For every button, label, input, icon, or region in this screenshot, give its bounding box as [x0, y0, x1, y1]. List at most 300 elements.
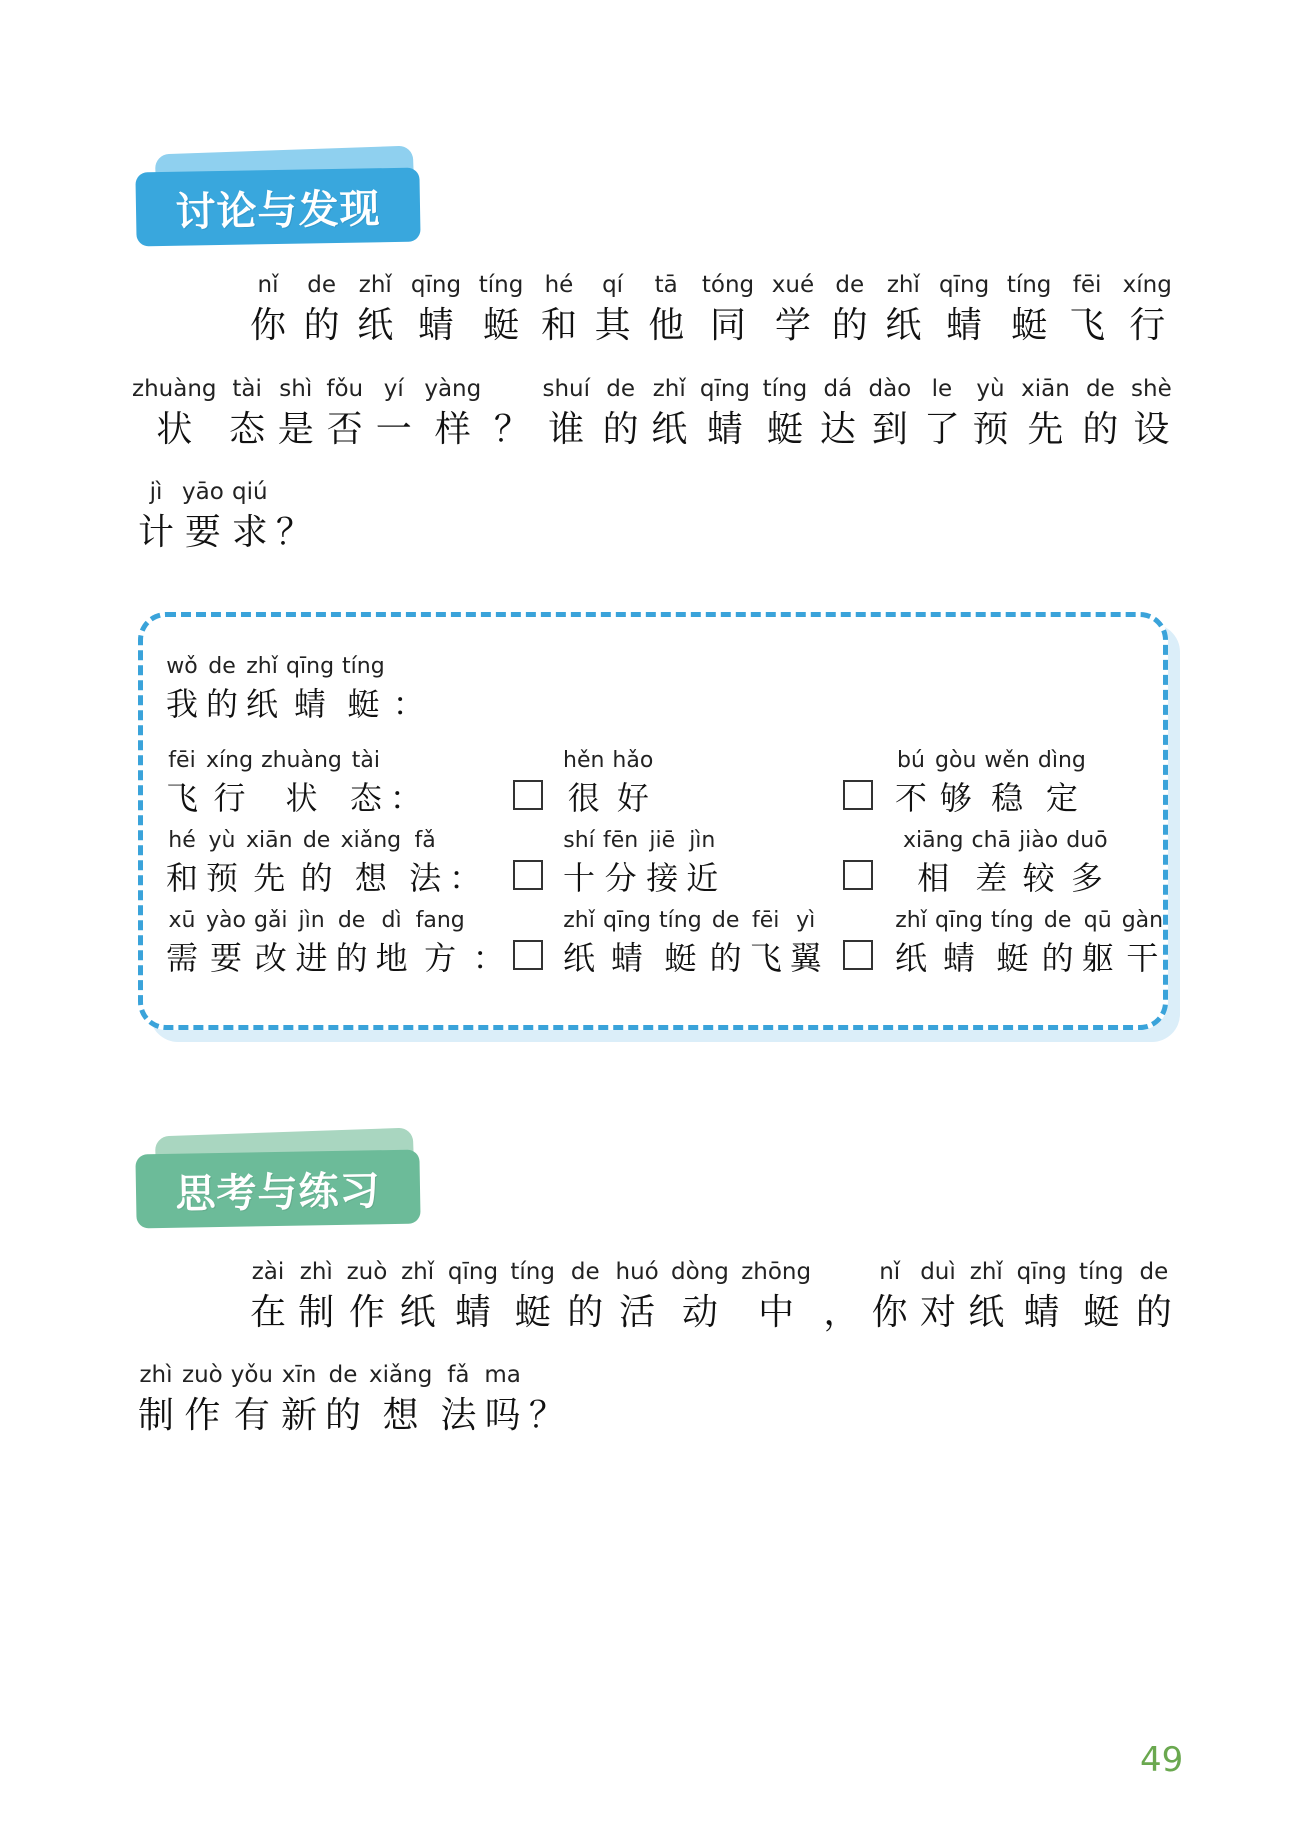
pinyin: zhǐ	[401, 1259, 435, 1285]
hanzi: 定	[1045, 779, 1078, 817]
char-unit	[229, 372, 265, 454]
pinyin: de	[208, 654, 236, 679]
char-unit	[357, 268, 393, 350]
pinyin: tíng	[342, 654, 385, 679]
hanzi: 蜻	[294, 685, 327, 723]
pinyin: dòng	[671, 1259, 729, 1285]
paragraph-line	[250, 268, 1172, 350]
hanzi: 很	[567, 779, 600, 817]
pinyin: de	[606, 376, 635, 402]
char-unit	[1069, 268, 1105, 350]
char-unit	[393, 652, 425, 726]
pinyin: fǒu	[326, 376, 364, 402]
option-very-good	[563, 746, 661, 820]
char-unit	[924, 372, 960, 454]
pinyin: hěn	[563, 748, 605, 773]
hanzi: 设	[1133, 409, 1170, 450]
checkbox-body[interactable]	[843, 940, 873, 970]
char-unit	[529, 1358, 565, 1440]
section-badge-practice	[136, 1130, 426, 1230]
char-unit	[790, 906, 822, 980]
hanzi: 蜓	[996, 939, 1029, 977]
char-unit	[1066, 826, 1107, 900]
char-unit	[276, 475, 312, 557]
checkbox-not-stable[interactable]	[843, 780, 873, 810]
char-unit	[1122, 906, 1163, 980]
char-unit	[369, 1358, 432, 1440]
pinyin: fang	[415, 908, 465, 933]
hanzi: 蜻	[946, 305, 983, 346]
hanzi: 飞	[1069, 305, 1106, 346]
hanzi: 的	[709, 939, 742, 977]
pinyin: shè	[1131, 376, 1172, 402]
pinyin: zhǐ	[895, 908, 927, 933]
pinyin: fēi	[1072, 272, 1102, 298]
char-unit	[301, 826, 333, 900]
paragraph-line	[138, 475, 320, 557]
pinyin: xiǎng	[369, 1362, 433, 1388]
hanzi: 需	[166, 939, 199, 977]
pinyin: xiān	[1021, 376, 1070, 402]
char-unit	[1021, 372, 1070, 454]
pinyin: tóng	[701, 272, 755, 298]
hanzi: 中	[758, 1292, 795, 1333]
hanzi: 要	[209, 939, 242, 977]
hanzi: 稳	[991, 779, 1024, 817]
hanzi: 制	[298, 1292, 335, 1333]
hanzi: 到	[871, 409, 908, 450]
char-unit	[250, 268, 286, 350]
pinyin: qū	[1083, 908, 1112, 933]
char-unit	[473, 906, 505, 980]
char-unit	[612, 746, 653, 820]
hanzi: 纸	[357, 305, 394, 346]
hanzi: 的	[206, 685, 239, 723]
pinyin: jì	[149, 479, 163, 505]
checkbox-very-close[interactable]	[513, 860, 543, 890]
pinyin: shì	[279, 376, 313, 402]
hanzi: 的	[300, 859, 333, 897]
pinyin: dì	[381, 908, 402, 933]
pinyin: zhǐ	[886, 272, 920, 298]
pinyin: tíng	[1079, 1259, 1124, 1285]
pinyin: qīng	[699, 376, 751, 402]
char-unit	[250, 1255, 286, 1337]
hanzi: 我	[166, 685, 199, 723]
char-unit	[342, 652, 385, 726]
checkbox-very-good[interactable]	[513, 780, 543, 810]
paragraph-line	[132, 372, 1172, 454]
hanzi: ：	[449, 859, 482, 897]
hanzi: 学	[774, 305, 811, 346]
hanzi: 相	[917, 859, 950, 897]
pinyin: jìn	[689, 828, 716, 853]
hanzi: 纸	[651, 409, 688, 450]
char-unit	[376, 906, 408, 980]
hanzi: 是	[277, 409, 314, 450]
hanzi: 谁	[548, 409, 585, 450]
char-unit	[304, 268, 340, 350]
pinyin: zuò	[346, 1259, 388, 1285]
hanzi: ，	[823, 1292, 860, 1333]
pinyin: xū	[168, 908, 196, 933]
hanzi: 想	[382, 1395, 419, 1436]
hanzi: 计	[138, 512, 175, 553]
hanzi: 的	[602, 409, 639, 450]
pinyin: jiào	[1019, 828, 1059, 853]
hanzi: 蜓	[347, 685, 380, 723]
hanzi: 十	[563, 859, 596, 897]
pinyin: de	[835, 272, 865, 298]
char-unit	[231, 1358, 273, 1440]
char-unit	[326, 372, 363, 454]
char-unit	[972, 372, 1008, 454]
hanzi: 法	[440, 1395, 477, 1436]
char-unit	[400, 1255, 436, 1337]
hanzi: 态	[349, 779, 382, 817]
pinyin: xīn	[281, 1362, 317, 1388]
char-unit	[390, 746, 422, 820]
char-unit	[206, 746, 253, 820]
char-unit	[411, 268, 461, 350]
hanzi: 蜻	[943, 939, 976, 977]
pinyin: de	[1043, 908, 1072, 933]
char-unit	[659, 906, 702, 980]
hanzi: 干	[1126, 939, 1159, 977]
pinyin: nǐ	[879, 1259, 901, 1285]
paragraph-line	[138, 1358, 573, 1440]
hanzi: 方	[424, 939, 457, 977]
hanzi: 蜻	[454, 1292, 491, 1333]
row-label-needs-improvement	[166, 906, 513, 980]
hanzi: 好	[616, 779, 649, 817]
pinyin: tài	[232, 376, 262, 402]
hanzi: 近	[686, 859, 719, 897]
char-unit	[868, 372, 911, 454]
char-unit	[763, 372, 808, 454]
pinyin: zhì	[139, 1362, 173, 1388]
pinyin: fǎ	[447, 1362, 470, 1388]
hanzi: 同	[709, 305, 746, 346]
pinyin: xiǎng	[340, 828, 402, 853]
hanzi: 翼	[789, 939, 822, 977]
char-unit	[296, 906, 328, 980]
pinyin: qīng	[410, 272, 462, 298]
pinyin: yāo	[182, 479, 224, 505]
pinyin: jìn	[298, 908, 325, 933]
pinyin: yù	[976, 376, 1005, 402]
char-unit	[563, 906, 595, 980]
pinyin: tā	[654, 272, 678, 298]
char-unit	[206, 652, 238, 726]
pinyin: hé	[168, 828, 196, 853]
pinyin: yì	[796, 908, 816, 933]
hanzi: 在	[250, 1292, 287, 1333]
char-unit	[895, 906, 927, 980]
char-unit	[651, 372, 687, 454]
char-unit	[595, 268, 631, 350]
pinyin: qīng	[603, 908, 652, 933]
pinyin: xiān	[246, 828, 293, 853]
pinyin: zhuàng	[261, 748, 342, 773]
hanzi: 蜓	[1083, 1292, 1120, 1333]
char-unit	[484, 1358, 521, 1440]
pinyin: fǎ	[414, 828, 436, 853]
char-unit	[920, 1255, 956, 1337]
char-unit	[166, 906, 198, 980]
pinyin: shuí	[542, 376, 590, 402]
char-unit	[603, 906, 651, 980]
char-unit	[823, 1255, 859, 1337]
pinyin: dào	[868, 376, 912, 402]
hanzi: 活	[619, 1292, 656, 1333]
char-unit	[376, 372, 412, 454]
char-unit	[603, 826, 638, 900]
char-unit	[138, 1358, 174, 1440]
char-unit	[1017, 1255, 1067, 1337]
hanzi: 一	[375, 409, 412, 450]
pinyin: nǐ	[257, 272, 279, 298]
pinyin: wěn	[984, 748, 1030, 773]
pinyin: tíng	[478, 272, 524, 298]
hanzi: 行	[1129, 305, 1166, 346]
hanzi: 纸	[563, 939, 596, 977]
hanzi: 躯	[1081, 939, 1114, 977]
char-unit	[541, 268, 577, 350]
char-unit	[702, 268, 754, 350]
pinyin: zhuàng	[132, 376, 217, 402]
pinyin: hé	[544, 272, 574, 298]
hanzi: 地	[375, 939, 408, 977]
pinyin: yàng	[424, 376, 482, 402]
option-body	[895, 906, 1171, 980]
hanzi: 多	[1070, 859, 1103, 897]
hanzi: 不	[895, 779, 928, 817]
hanzi: 要	[184, 512, 221, 553]
char-unit	[648, 268, 684, 350]
hanzi: ：	[472, 939, 505, 977]
hanzi: 预	[206, 859, 239, 897]
option-wings	[563, 906, 830, 980]
hanzi: 纸	[399, 1292, 436, 1333]
pinyin: shí	[563, 828, 595, 853]
hanzi: 你	[250, 305, 287, 346]
hanzi: 分	[604, 859, 637, 897]
hanzi: 蜻	[418, 305, 455, 346]
char-unit	[935, 906, 983, 980]
box-heading	[166, 652, 433, 726]
char-unit	[563, 826, 595, 900]
hanzi: 制	[138, 1395, 175, 1436]
pinyin: yù	[208, 828, 236, 853]
pinyin: tíng	[991, 908, 1034, 933]
hanzi: 纸	[885, 305, 922, 346]
pinyin: yào	[206, 908, 246, 933]
char-unit	[182, 475, 224, 557]
pinyin: ma	[484, 1362, 521, 1388]
hanzi: 预	[972, 409, 1009, 450]
hanzi: 蜓	[1011, 305, 1048, 346]
hanzi: 否	[326, 409, 363, 450]
pinyin: qīng	[939, 272, 990, 298]
hanzi: 蜓	[664, 939, 697, 977]
char-unit	[563, 746, 604, 820]
char-unit	[885, 268, 921, 350]
hanzi: 你	[871, 1292, 908, 1333]
hanzi: 蜓	[483, 305, 520, 346]
char-unit	[261, 746, 342, 820]
char-unit	[603, 372, 639, 454]
char-unit	[246, 826, 293, 900]
char-unit	[350, 746, 382, 820]
hanzi: 了	[923, 409, 960, 450]
option-quite-different	[903, 826, 1116, 900]
page-number: 49	[1140, 1740, 1184, 1780]
hanzi: 样	[434, 409, 471, 450]
char-unit	[347, 1255, 388, 1337]
pinyin: de	[337, 908, 366, 933]
pinyin: huó	[615, 1259, 659, 1285]
hanzi: 作	[184, 1395, 221, 1436]
char-unit	[281, 1358, 317, 1440]
pinyin: le	[931, 376, 953, 402]
hanzi: ：	[389, 779, 422, 817]
pinyin: jiē	[649, 828, 676, 853]
pinyin: duì	[920, 1259, 956, 1285]
char-unit	[166, 652, 198, 726]
hanzi: 状	[285, 779, 318, 817]
pinyin: chā	[971, 828, 1012, 853]
pinyin: tài	[351, 748, 381, 773]
hanzi: 想	[354, 859, 387, 897]
pinyin: tíng	[659, 908, 702, 933]
hanzi: 的	[1135, 1292, 1172, 1333]
char-unit	[254, 906, 288, 980]
hanzi: 其	[594, 305, 631, 346]
pinyin: qīng	[447, 1259, 499, 1285]
hanzi: 的	[1041, 939, 1074, 977]
hanzi: 动	[681, 1292, 718, 1333]
pinyin: de	[307, 272, 337, 298]
pinyin: tíng	[1006, 272, 1052, 298]
char-unit	[616, 1255, 659, 1337]
char-unit	[479, 268, 524, 350]
hanzi: 和	[540, 305, 577, 346]
section-badge-discussion	[136, 148, 426, 248]
pinyin: qīng	[286, 654, 335, 679]
pinyin: de	[1139, 1259, 1169, 1285]
pinyin: tíng	[762, 376, 808, 402]
hanzi: 作	[348, 1292, 385, 1333]
char-unit	[700, 372, 750, 454]
checkbox-wings[interactable]	[513, 940, 543, 970]
pinyin: xíng	[1122, 272, 1172, 298]
hanzi: 纸	[968, 1292, 1005, 1333]
char-unit	[325, 1358, 361, 1440]
hanzi: 飞	[166, 779, 199, 817]
pinyin: zuò	[182, 1362, 223, 1388]
char-unit	[832, 268, 868, 350]
pinyin: de	[302, 828, 331, 853]
pinyin: de	[1086, 376, 1115, 402]
hanzi: 进	[295, 939, 328, 977]
char-unit	[741, 1255, 811, 1337]
pinyin: zhǐ	[563, 908, 595, 933]
checkbox-quite-different[interactable]	[843, 860, 873, 890]
hanzi: 法	[409, 859, 442, 897]
hanzi: 态	[229, 409, 266, 450]
char-unit	[166, 826, 198, 900]
pinyin: zhì	[299, 1259, 333, 1285]
hanzi: 的	[567, 1292, 604, 1333]
char-unit	[935, 746, 976, 820]
char-unit	[772, 268, 814, 350]
pinyin: qiú	[232, 479, 268, 505]
hanzi: 状	[156, 409, 193, 450]
hanzi: 纸	[246, 685, 279, 723]
pinyin: zhǐ	[969, 1259, 1003, 1285]
hanzi: ？	[528, 1395, 565, 1436]
pinyin: qīng	[935, 908, 984, 933]
row-label-flight-state	[166, 746, 430, 820]
row-label-compare-design	[166, 826, 489, 900]
char-unit	[166, 746, 198, 820]
char-unit	[409, 826, 441, 900]
pinyin: de	[570, 1259, 600, 1285]
pinyin: xiāng	[903, 828, 964, 853]
char-unit	[278, 372, 314, 454]
hanzi: 有	[233, 1395, 270, 1436]
hanzi: 飞	[749, 939, 782, 977]
pinyin: bú	[897, 748, 925, 773]
pinyin: duō	[1066, 828, 1108, 853]
section-title: 思考与练习	[135, 1150, 420, 1229]
hanzi: 的	[1082, 409, 1119, 450]
char-unit	[671, 1255, 729, 1337]
hanzi: 接	[646, 859, 679, 897]
hanzi: ：	[392, 685, 425, 723]
pinyin: qīng	[1016, 1259, 1067, 1285]
hanzi: 的	[303, 305, 340, 346]
pinyin: zài	[251, 1259, 285, 1285]
char-unit	[872, 1255, 908, 1337]
hanzi: 较	[1022, 859, 1055, 897]
char-unit	[895, 746, 927, 820]
char-unit	[494, 372, 530, 454]
hanzi: 纸	[895, 939, 928, 977]
char-unit	[1136, 1255, 1172, 1337]
char-unit	[1082, 906, 1114, 980]
hanzi: 达	[819, 409, 856, 450]
hanzi: 的	[325, 1395, 362, 1436]
char-unit	[1042, 906, 1074, 980]
hanzi: 对	[919, 1292, 956, 1333]
pinyin: wǒ	[166, 654, 198, 679]
section-title: 讨论与发现	[135, 168, 420, 247]
pinyin: gòu	[935, 748, 977, 773]
char-unit	[710, 906, 742, 980]
pinyin: dìng	[1037, 748, 1086, 773]
pinyin: xué	[771, 272, 815, 298]
hanzi: 新	[281, 1395, 318, 1436]
pinyin: yǒu	[230, 1362, 274, 1388]
hanzi: 和	[166, 859, 199, 897]
paragraph-line	[250, 1255, 1172, 1337]
char-unit	[686, 826, 718, 900]
pinyin: yí	[383, 376, 404, 402]
hanzi: ？	[493, 409, 530, 450]
hanzi: 蜓	[766, 409, 803, 450]
